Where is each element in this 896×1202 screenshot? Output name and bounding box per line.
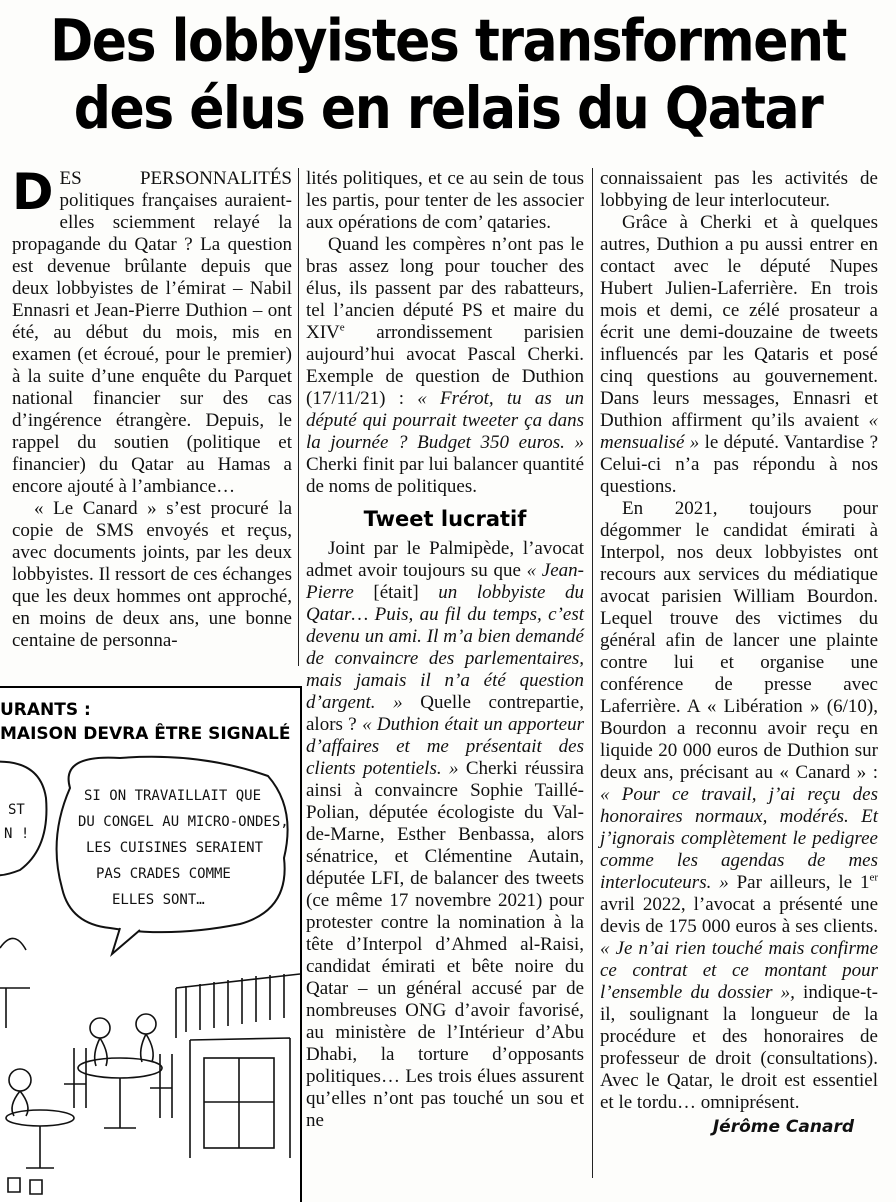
article-column-3 <box>600 168 878 1138</box>
column-rule-1 <box>298 168 299 666</box>
bubble-left-text-2: N ! <box>4 826 30 842</box>
subheading: Tweet lucratif <box>363 507 527 531</box>
paragraph: Quand les compères n’ont pas le bras assez long pour toucher des élus, ils passent par des rabatteurs, tel l’ancien député PS et maire du XIVe arrondissement parisien aujourd’hui avocat Pascal Cherki. Exemple de question de Duthion (17/11/21) : « Frérot, tu as un député qui pourrait tweeter ça dans la journée ? Budget 350 euros. » Cherki finit par lui balancer quantité de noms de politiques. <box>306 234 584 497</box>
bubble-line-5: ELLES SONT… <box>112 892 205 908</box>
paragraph: Grâce à Cherki et à quelques autres, Duthion a pu aussi entrer en contact avec le député Nupes Hubert Julien-Laferrière. En trois mois et demi, ce zélé prosateur a écrit une demi-douzaine de tweets influencés par les Qataris et posé cinq questions au gouvernement. Dans leurs messages, Ennasri et Duthion affirment qu’ils avaient « mensualisé » le député. Vantardise ? Celui-ci n’a pas répondu à nos questions. <box>600 212 879 497</box>
column-rule-2 <box>592 168 593 1178</box>
bubble-line-3: LES CUISINES SERAIENT <box>86 840 264 856</box>
author-signature: Jérôme Canard <box>712 1117 854 1137</box>
cartoon <box>0 686 302 1202</box>
paragraph: Joint par le Palmipède, l’avocat admet avoir toujours su que « Jean-Pierre [était] un lobbyiste du Qatar… Puis, au fil du temps, c’est devenu un ami. Il m’a bien demandé de convaincre des parlementaires, mais jamais il n’a été question d’argent. » Quelle contrepartie, alors ? « Duthion était un apporteur d’affaires et me présentait des clients potentiels. » Cherki réussira ainsi à convaincre Sophie Taillé-Polian, députée écologiste du Val-de-Marne, Esther Benbassa, alors sénatrice, et Clémentine Autain, députée LFI, de balancer des tweets (ce même 17 novembre 2021) pour protester contre la nomination à la tête d’Interpol d’Ahmed al-Raisi, candidat émirati et bête noire du Qatar – un général accusé par de nombreuses ONG d’avoir favorisé, au ministère de l’Intérieur d’Abu Dhabi, la torture d’opposants politiques… Les trois élues assurent qu’elles n’ont pas touché un sou et ne <box>306 538 584 1131</box>
paragraph: lités politiques, et ce au sein de tous les partis, pour tenter de les associer aux opérations de com’ qataries. <box>306 168 584 233</box>
article-column-2 <box>306 168 584 1132</box>
drop-cap: D <box>12 163 54 221</box>
paragraph-intro: DES PERSONNALITÉS politiques françaises auraient-elles sciemment relayé la propagande du Qatar ? La question est devenue brûlante depuis que deux lobbyistes de l’émirat – Nabil Ennasri et Jean-Pierre Duthion – ont été, au début du mois, mis en examen (et écroué, pour le premier) à la suite d’une enquête du Parquet national financier sur des cas d’ingérence étrangère. Depuis, le rappel du soutien (politique et financier) du Qatar au Hamas a encore ajouté à l’ambiance… <box>12 163 292 497</box>
paragraph: En 2021, toujours pour dégommer le candidat émirati à Interpol, nos deux lobbyistes ont recours aux services du médiatique avocat parisien William Bourdon. Lequel trouve des victimes du général afin de lancer une plainte contre lui et organise une conférence de presse avec Laferrière. A « Libération » (6/10), Bourdon a reconnu avoir reçu en liquide 20 000 euros de Duthion sur deux ans, précisant au « Canard » : « Pour ce travail, j’ai reçu des honoraires normaux, modérés. Et j’ignorais complètement le pedigree comme les agendas de mes interlocuteurs. » Par ailleurs, le 1er avril 2022, l’avocat a présenté une devis de 175 000 euros à ses clients. « Je n’ai rien touché mais confirme ce contrat et ce montant pour l’ensemble du dossier », indique-t-il, soulignant la longueur de la procédure et des honoraires de professeur de droit (consultations). Avec le Qatar, le droit est essentiel et le tordu… omniprésent. <box>600 498 878 1113</box>
headline-line-1: Des lobbyistes transforment <box>50 8 846 76</box>
article-column-1 <box>12 163 292 652</box>
speech-bubble-left <box>0 762 46 876</box>
bubble-line-4: PAS CRADES COMME <box>96 866 231 882</box>
restaurant-scene-sketch <box>0 938 300 1194</box>
headline-line-2: des élus en relais du Qatar <box>73 75 823 143</box>
bubble-left-text-1: ST <box>8 802 25 818</box>
cartoon-caption: URANTS : MAISON DEVRA ÊTRE SIGNALÉ <box>0 700 291 744</box>
paragraph: connaissaient pas les activités de lobbying de leur interlocuteur. <box>600 168 878 211</box>
bubble-line-2: DU CONGEL AU MICRO-ONDES, <box>78 814 289 830</box>
headline <box>0 8 896 142</box>
cartoon-drawing <box>0 688 300 1202</box>
bubble-line-1: SI ON TRAVAILLAIT QUE <box>84 788 262 804</box>
paragraph: « Le Canard » s’est procuré la copie de SMS envoyés et reçus, avec documents joints, par les deux lobbyistes. Il ressort de ces échanges que les deux hommes ont approché, en moins de deux ans, une bonne centaine de personna- <box>12 498 292 651</box>
